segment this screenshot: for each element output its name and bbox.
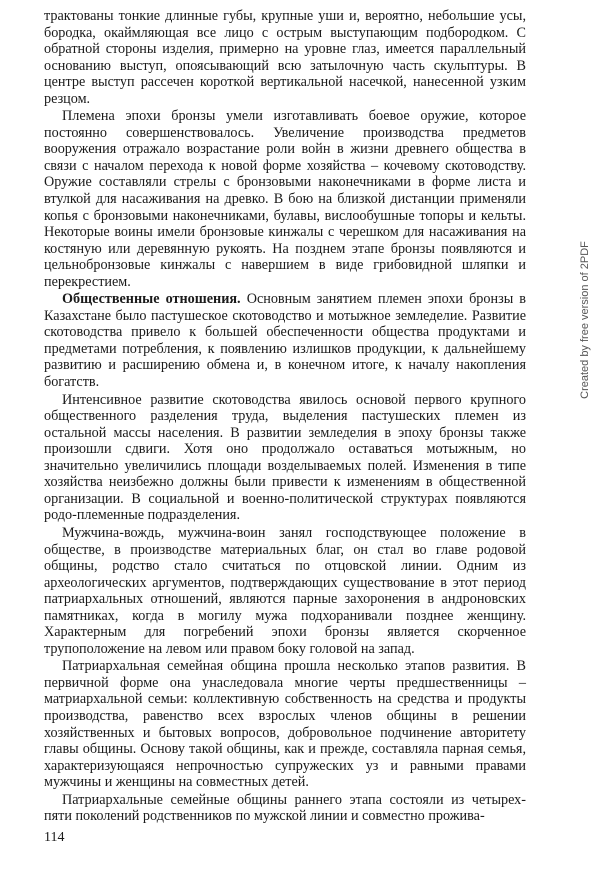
body-text	[44, 8, 526, 825]
paragraph-7: Патриархальные семейные общины раннего этапа состояли из четырех-пяти поколений родственников по мужской линии и совместно прожива-	[44, 791, 526, 825]
paragraph-6: Патриархальная семейная община прошла несколько этапов развития. В первичной форме она унаследовала многие черты предшественницы – матриархальной семьи: коллективную собственность на средства и продукты производства, равенство всех взрослых членов общины в решении хозяйственных и бытовых вопросов, добровольное подчинение авторитету главы общины. Основу такой общины, как и прежде, составляла парная семья, характеризующаяся непрочностью супружеских уз и равными правами мужчины и женщины на совместных детей.	[44, 658, 526, 791]
paragraph-4: Интенсивное развитие скотоводства явилось основой первого крупного общественного разделения труда, выделения пастушеских племен из остальной массы населения. В развитии земледелия в эпоху бронзы также произошли сдвиги. Хотя оно продолжало оставаться мотыжным, но значительно увеличились площади возделываемых полей. Изменения в типе хозяйства неизбежно должны были привести к изменениям в общественной организации. В социальной и военно-политической структурах появляются родо-племенные подразделения.	[44, 391, 526, 524]
paragraph-3-text: Основным занятием племен эпохи бронзы в Казахстане было пастушеское скотоводство и мотыжное земледелие. Развитие скотоводства привело к большей обеспеченности общества продуктами и предметами потребления, к появлению излишков продукции, к дальнейшему развитию и расширению обмена и, в конечном итоге, к началу накопления богатств.	[44, 291, 527, 391]
watermark: Created by free version of 2PDF	[579, 241, 591, 399]
paragraph-1: трактованы тонкие длинные губы, крупные уши и, вероятно, небольшие усы, бородка, окаймляющая все лицо с острым выступающим подбородком. С обратной стороны изделия, примерно на уровне глаз, имеется параллельный основанию выступ, опоясывающий всю затылочную часть скульптуры. В центре выступ рассечен короткой вертикальной насечкой, нанесенной узким резцом.	[44, 8, 526, 107]
paragraph-5: Мужчина-вождь, мужчина-воин занял господствующее положение в обществе, в производстве материальных благ, он стал во главе родовой общины, родство стало считаться по отцовской линии. Одним из археологических аргументов, подтверждающих существование в этот период патриархальных отношений, являются парные захоронения в андроновских памятниках, когда в могилу мужа подхоранивали позднее женщину. Характерным для погребений эпохи бронзы является скорченное трупоположение на левом или правом боку головой на запад.	[44, 524, 526, 657]
page-number: 114	[44, 830, 65, 845]
paragraph-2: Племена эпохи бронзы умели изготавливать боевое оружие, которое постоянно совершенствовалось. Увеличение производства предметов вооружения отражало возрастание роли войн в жизни древнего общества в связи с началом перехода к новой форме хозяйства – кочевому скотоводству. Оружие составляли стрелы с бронзовыми наконечниками в форме листа и втулкой для насаживания на древко. В бою на близкой дистанции применяли копья с бронзовыми наконечниками, булавы, вислообушные топоры и кельты. Некоторые воины имели бронзовые кинжалы с черешком для насаживания на костяную или деревянную рукоять. На позднем этапе бронзы появляются и цельнобронзовые кинжалы с навершием в виде грибовидной шляпки и перекрестием.	[44, 108, 526, 290]
section-heading: Общественные отношения.	[62, 291, 241, 308]
paragraph-3	[44, 291, 526, 390]
